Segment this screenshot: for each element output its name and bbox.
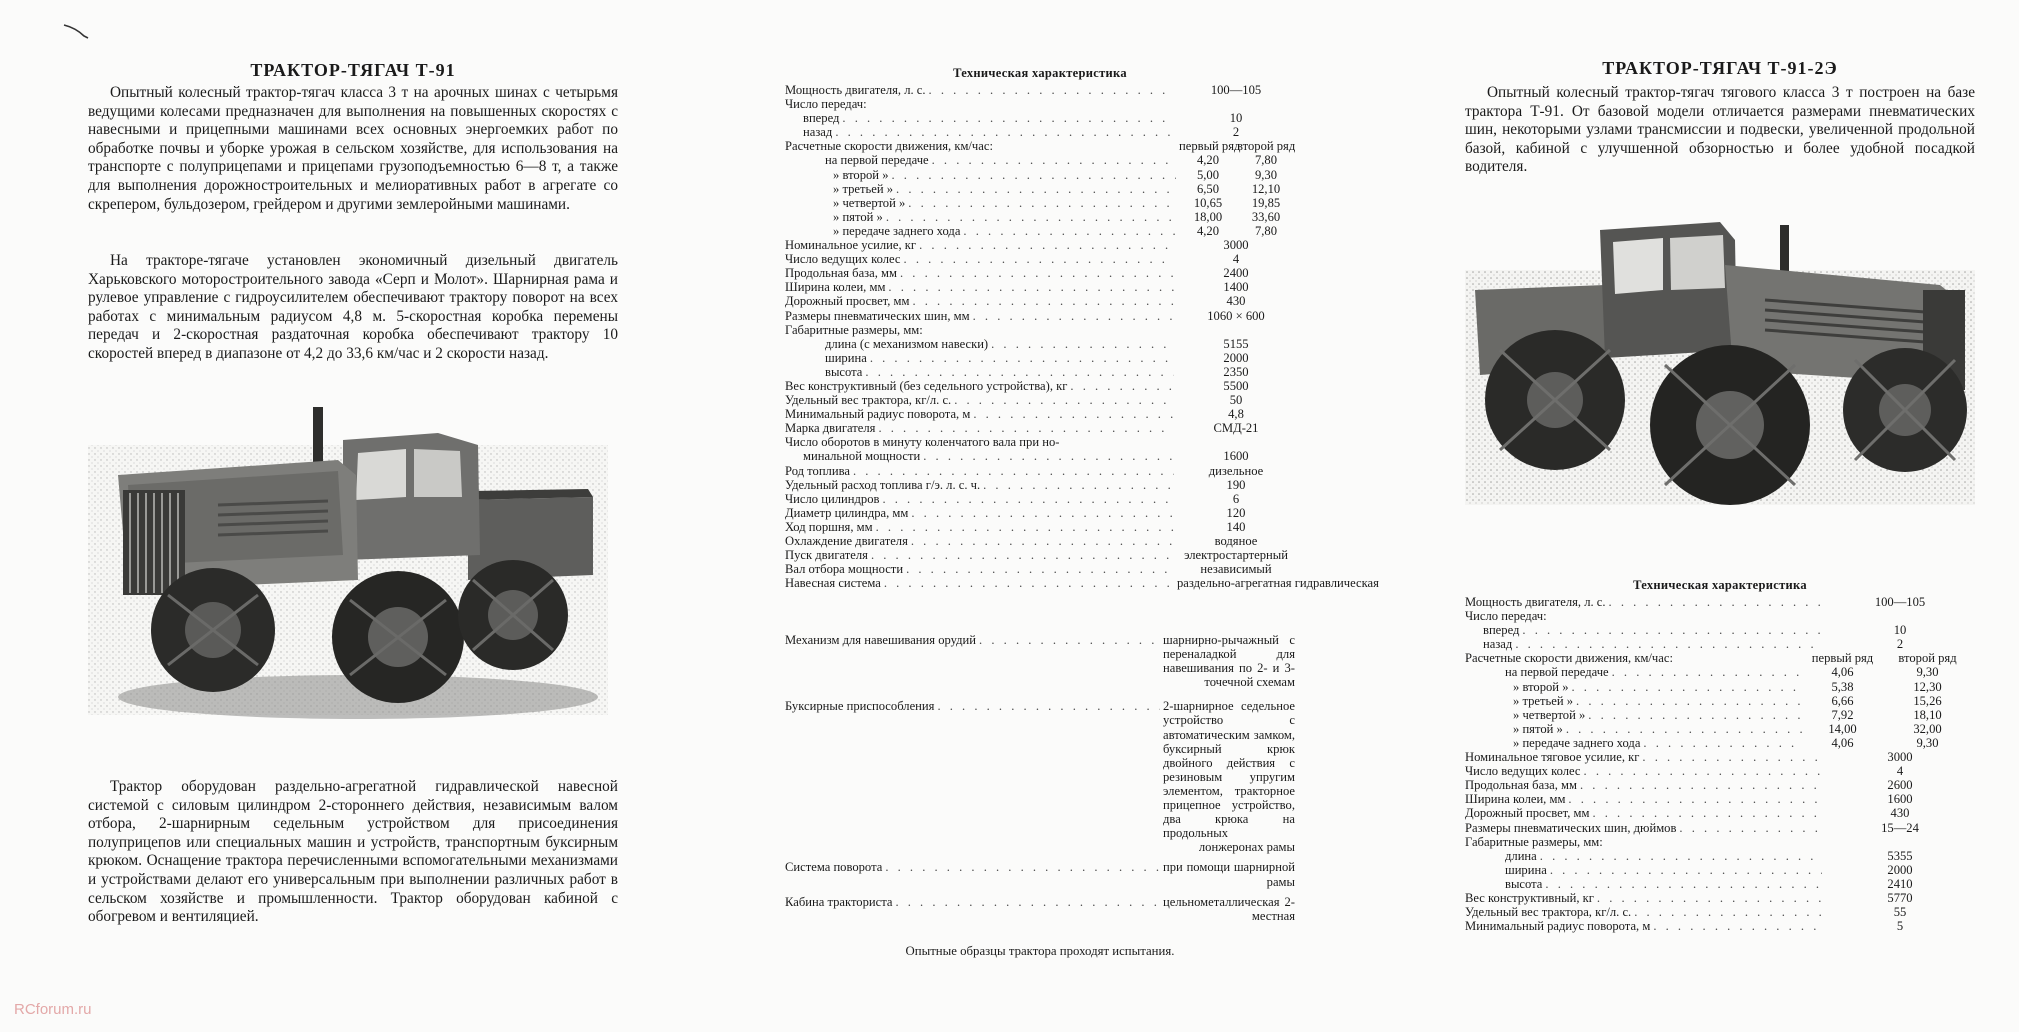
spec-label: вперед (803, 111, 840, 126)
leader-dots (870, 351, 1174, 365)
spec-label: Кабина тракториста (785, 894, 893, 909)
spec-label: Число передач: (1465, 609, 1547, 624)
spec-value: водяное (1214, 534, 1258, 548)
leader-dots (929, 83, 1174, 97)
tractor-t91-2e-photo (1465, 210, 1975, 510)
leader-dots (923, 449, 1174, 463)
speed-first-row-value: 7,92 (1831, 707, 1854, 722)
speed-second-row-value: 9,30 (1254, 167, 1278, 182)
leader-dots (895, 895, 1160, 923)
spec-label: высота (825, 364, 863, 379)
spec-value: 10 (1893, 623, 1907, 638)
leader-dots (892, 168, 1177, 182)
spec-table-t91-long (785, 633, 1295, 923)
spec-table-title: Техническая характеристика (953, 66, 1127, 80)
spec-table-t91-2e (1465, 595, 1975, 933)
spec-label: Минимальный радиус поворота, м (1465, 919, 1651, 934)
spec-label: Мощность двигателя, л. с. (1465, 595, 1606, 609)
spec-label: » второй » (833, 167, 889, 182)
spec-value: 1400 (1223, 280, 1249, 295)
spec-label: Число ведущих колес (1465, 764, 1581, 779)
spec-label: Диаметр цилиндра, мм (785, 505, 909, 520)
spec-label: » второй » (1513, 679, 1569, 694)
spec-label: Число оборотов в минуту коленчатого вала при но- (785, 435, 1060, 450)
spec-label: Система поворота (785, 860, 883, 875)
spec-label: Число ведущих колес (785, 252, 901, 267)
spec-label: Номинальное усилие, кг (785, 238, 917, 253)
leader-dots (876, 520, 1174, 534)
spec-value: 190 (1226, 477, 1246, 492)
spec-row (785, 351, 1295, 365)
spec-label: » передаче заднего хода (1513, 735, 1641, 750)
spec-row (785, 337, 1295, 351)
spec-value: 4 (1896, 764, 1904, 779)
leader-dots (983, 478, 1174, 492)
spec-row (1465, 694, 1975, 708)
leader-dots (886, 210, 1176, 224)
spec-label: минальной мощности (803, 449, 921, 464)
speed-second-row-value: 15,26 (1913, 693, 1942, 708)
spec-value: 2000 (1887, 862, 1913, 877)
spec-row (785, 449, 1295, 463)
spec-value: 430 (1226, 294, 1246, 309)
leader-dots (1545, 877, 1822, 891)
spec-label: Мощность двигателя, л. с. (785, 83, 926, 97)
spec-row (1465, 849, 1975, 863)
spec-value: 15—24 (1881, 820, 1919, 835)
leader-dots (865, 365, 1174, 379)
speed-first-row-value: 10,65 (1193, 195, 1223, 210)
spec-value: 2 (1232, 125, 1240, 140)
spec-label: Размеры пневматических шин, мм (785, 308, 970, 323)
spec-label: Число цилиндров (785, 491, 880, 506)
spec-label: Расчетные скорости движения, км/час: (785, 139, 993, 154)
spec-row (1465, 637, 1975, 651)
spec-row (785, 294, 1295, 308)
spec-value: электростартерный (1184, 548, 1288, 563)
spec-row (1465, 877, 1975, 891)
spec-value: 1600 (1223, 449, 1249, 464)
spec-row (785, 435, 1295, 449)
spec-row (1465, 595, 1975, 609)
speed-second-row-value: 9,30 (1916, 735, 1939, 750)
spec-value: 5355 (1887, 848, 1913, 863)
spec-row (1465, 722, 1975, 736)
spec-label: Число передач: (785, 97, 867, 112)
spec-value: шарнирно-рычажный с переналадкой для навешивания по 2- и 3-точечной схемам (1163, 633, 1295, 690)
spec-label: длина (1505, 848, 1537, 863)
spec-value: 10 (1229, 111, 1243, 126)
spec-row (785, 139, 1295, 153)
spec-value: 5155 (1223, 336, 1249, 351)
spec-label: » передаче заднего хода (833, 223, 961, 238)
intro-paragraph: Опытный колесный трактор-тягач класса 3 т на арочных шинах с четырьмя ведущими колесами предназначен для выполнения на повышенных скоростях с навесными и прицепными машинами всех основных энергоемких работ по обработке почвы и уборке урожая в сельском хозяйстве, для использования на транспорте с полуприцепами и прицепами грузоподъемностью 6—8 т, а также для выполнения дорожностроительных и мелиоративных работ в агрегате со скрепером, бульдозером, грейдером и другими землеройными машинами. (88, 84, 618, 213)
spec-label: Продольная база, мм (785, 266, 897, 281)
leader-dots (882, 492, 1174, 506)
spec-value: 5 (1896, 919, 1904, 934)
spec-label: » третьей » (833, 181, 894, 196)
spec-row (785, 168, 1295, 182)
leader-dots (896, 182, 1176, 196)
leader-dots (937, 699, 1160, 854)
leader-dots (1550, 863, 1822, 877)
leader-dots (991, 337, 1174, 351)
speed-second-row-value: 18,10 (1913, 707, 1942, 722)
spec-value: 1060 × 600 (1207, 308, 1265, 323)
spec-label: Вал отбора мощности (785, 562, 904, 577)
leader-dots (1588, 708, 1802, 722)
leader-dots (1642, 750, 1822, 764)
spec-row-long (785, 895, 1295, 923)
speed-first-row-value: 4,06 (1831, 735, 1854, 750)
leader-dots (853, 464, 1174, 478)
leader-dots (979, 633, 1160, 689)
spec-label: на первой передаче (1505, 665, 1609, 680)
spec-row (1465, 891, 1975, 905)
spec-row (785, 562, 1295, 576)
leader-dots (1515, 637, 1822, 651)
spec-label: » пятой » (1513, 721, 1563, 736)
spec-value: 3000 (1887, 750, 1913, 765)
spec-label: » четвертой » (1513, 707, 1586, 722)
spec-value: 2600 (1887, 778, 1913, 793)
spec-label: Дорожный просвет, мм (1465, 806, 1590, 821)
leader-dots (888, 280, 1174, 294)
spec-label: Удельный вес трактора, кг/л. с. (1465, 905, 1632, 920)
spec-row (785, 548, 1295, 562)
spec-label: Удельный расход топлива г/э. л. с. ч. (785, 477, 981, 492)
leader-dots (1070, 379, 1174, 393)
spec-label: назад (1483, 637, 1513, 652)
leader-dots (842, 111, 1174, 125)
spec-row (1465, 623, 1975, 637)
speed-second-row-value: 33,60 (1251, 209, 1281, 224)
spec-row (785, 309, 1295, 323)
leader-dots (912, 294, 1174, 308)
leader-dots (1522, 623, 1822, 637)
spec-row (785, 224, 1295, 238)
leader-dots (919, 238, 1174, 252)
spec-value: при помощи шарнирной рамы (1163, 860, 1295, 889)
spec-label: вперед (1483, 623, 1520, 638)
spec-table-t91 (785, 83, 1379, 591)
spec-row (785, 464, 1295, 478)
spec-value: цельнометаллическая 2-местная (1163, 894, 1295, 923)
leader-dots (1643, 736, 1802, 750)
spec-row (1465, 778, 1975, 792)
speed-col-second-header: второй ряд (1237, 139, 1296, 154)
spec-row (785, 111, 1295, 125)
speed-first-row-value: 4,20 (1196, 153, 1220, 168)
speed-second-row-value: 7,80 (1254, 223, 1278, 238)
spec-row (1465, 736, 1975, 750)
spec-value: раздельно-агрегатная гидравлическая (1177, 576, 1379, 591)
spec-label: назад (803, 125, 833, 140)
spec-label: Удельный вес трактора, кг/л. с. (785, 393, 952, 408)
leader-dots (973, 309, 1174, 323)
spec-label: длина (с механизмом навески) (825, 336, 989, 351)
spec-label: Продольная база, мм (1465, 778, 1577, 793)
spec-row (785, 379, 1295, 393)
speed-col-first-header: первый ряд (1811, 651, 1874, 666)
spec-label: Марка двигателя (785, 421, 876, 436)
leader-dots (1653, 919, 1822, 933)
leader-dots (884, 576, 1174, 590)
spec-row (1465, 919, 1975, 933)
leader-dots (1540, 849, 1822, 863)
spec-row (785, 252, 1295, 266)
engine-paragraph: На тракторе-тягаче установлен экономичный дизельный двигатель Харьковского моторостроительного завода «Серп и Молот». Шарнирная рама и рулевое управление с гидроусилителем обеспечивают трактору поворот на всех работах с минимальным радиусом 4,8 м. 5-скоростная коробка перемены передач и 2-скоростная раздаточная коробка обеспечивают трактору 10 скоростей вперед в диапазоне от 4,2 до 33,6 км/час и 2 скорости назад. (88, 252, 618, 362)
speed-first-row-value: 5,38 (1831, 679, 1854, 694)
spec-value: независимый (1200, 562, 1272, 577)
spec-row-long (785, 699, 1295, 854)
spec-value: 2400 (1223, 266, 1249, 281)
spec-value: 2-шарнирное седельное устройство с автоматическим замком, буксирный крюк двойного действия с резиновым упругим элементом, тракторное прицепное устройство, два крюка на продольных лонжеронах рамы (1163, 699, 1295, 855)
spec-value: 6 (1232, 491, 1240, 506)
spec-value: дизельное (1208, 463, 1264, 478)
leader-dots (908, 196, 1176, 210)
spec-label: Габаритные размеры, мм: (785, 322, 923, 337)
spec-row (785, 280, 1295, 294)
spec-label: Навесная система (785, 576, 881, 591)
spec-row (785, 323, 1295, 337)
speed-col-first-header: первый ряд (1179, 139, 1241, 154)
page-title-t91-2e: ТРАКТОР-ТЯГАЧ Т-91-2Э (1602, 58, 1838, 78)
corner-scribble (62, 22, 102, 42)
spec-row (785, 576, 1379, 591)
spec-label: Размеры пневматических шин, дюймов (1465, 820, 1677, 835)
spec-value: 2410 (1887, 876, 1913, 891)
leader-dots (1634, 905, 1822, 919)
spec-row (1465, 609, 1975, 623)
watermark-logo: RCforum.ru (14, 1001, 92, 1018)
spec-row (785, 478, 1295, 492)
spec-row (785, 238, 1295, 252)
spec-value: 3000 (1223, 238, 1249, 253)
spec-value: 430 (1890, 806, 1910, 821)
spec-label: » пятой » (833, 209, 883, 224)
spec-label: высота (1505, 876, 1543, 891)
spec-value: 120 (1226, 505, 1246, 520)
spec-row (1465, 651, 1975, 665)
leader-dots (954, 393, 1174, 407)
spec-value: 2000 (1223, 350, 1249, 365)
speed-first-row-value: 6,66 (1831, 693, 1854, 708)
speed-second-row-value: 7,80 (1254, 153, 1278, 168)
tractor-t91-photo (88, 405, 608, 725)
spec-label: Вес конструктивный, кг (1465, 890, 1594, 905)
spec-value: 100—105 (1210, 83, 1262, 97)
leader-dots (1609, 595, 1822, 609)
leader-dots (973, 407, 1174, 421)
testing-note: Опытные образцы трактора проходят испытания. (905, 944, 1175, 958)
speed-first-row-value: 4,06 (1831, 665, 1854, 680)
leader-dots (911, 534, 1174, 548)
speed-second-row-value: 9,30 (1916, 665, 1939, 680)
t91-2e-intro-paragraph: Опытный колесный трактор-тягач тягового класса 3 т построен на базе трактора Т-91. От базовой модели отличается размерами пневматических шин, некоторыми узлами трансмиссии и подвески, увеличенной продольной базой, кабиной с улучшенной обзорностью и более удобной посадкой водителя. (1465, 84, 1975, 176)
spec-row (785, 421, 1295, 435)
spec-row (785, 534, 1295, 548)
leader-dots (871, 548, 1174, 562)
spec-row (785, 210, 1295, 224)
spec-label: » третьей » (1513, 693, 1574, 708)
leader-dots (1580, 778, 1822, 792)
leader-dots (963, 224, 1176, 238)
speed-second-row-value: 19,85 (1251, 195, 1281, 210)
spec-row (1465, 835, 1975, 849)
spec-value: 140 (1226, 519, 1246, 534)
spec-value: 2 (1896, 637, 1904, 652)
spec-label: Ширина колеи, мм (1465, 792, 1566, 807)
spec-label: ширина (825, 350, 867, 365)
spec-row-long (785, 633, 1295, 689)
equipment-paragraph: Трактор оборудован раздельно-агрегатной гидравлической навесной системой с силовым цилиндром 2-стороннего действия, независимым валом отбора, 2-шарнирным седельным устройством для присоединения полуприцепов или специальных машин и устройств, транспортным буксирным крюком. Оснащение трактора перечисленными вспомогательными механизмами и устройствами делают его универсальным при выполнении различных работ в сельском хозяйстве и промышленности. Трактор оборудован кабиной с обогревом и вентиляцией. (88, 778, 618, 926)
spec-row (785, 506, 1295, 520)
spec-row (785, 182, 1295, 196)
speed-first-row-value: 6,50 (1196, 181, 1220, 196)
spec-label: Ширина колеи, мм (785, 280, 886, 295)
spec-label: Пуск двигателя (785, 548, 868, 563)
leader-dots (932, 153, 1176, 167)
spec-row (785, 365, 1295, 379)
speed-first-row-value: 18,00 (1193, 209, 1223, 224)
spec-row (1465, 863, 1975, 877)
leader-dots (1576, 694, 1802, 708)
spec-value: 1600 (1887, 792, 1913, 807)
spec-label: на первой передаче (825, 153, 929, 168)
spec-row (1465, 708, 1975, 722)
spec-row (785, 407, 1295, 421)
leader-dots (904, 252, 1174, 266)
spec-label: ширина (1505, 862, 1547, 877)
leader-dots (878, 421, 1174, 435)
spec-row (785, 153, 1295, 167)
spec-row (1465, 792, 1975, 806)
spec-label: Вес конструктивный (без седельного устройства), кг (785, 378, 1068, 393)
leader-dots (1566, 722, 1802, 736)
speed-first-row-value: 14,00 (1828, 721, 1857, 736)
speed-second-row-value: 32,00 (1913, 721, 1942, 736)
leader-dots (911, 506, 1174, 520)
speed-col-second-header: второй ряд (1898, 651, 1957, 666)
spec-row (785, 196, 1295, 210)
spec-value: 4,8 (1228, 407, 1244, 422)
spec-label: Род топлива (785, 463, 850, 478)
leader-dots (1597, 891, 1822, 905)
leader-dots (1612, 665, 1802, 679)
leader-dots (1592, 806, 1822, 820)
spec-label: Номинальное тяговое усилие, кг (1465, 750, 1640, 765)
speed-first-row-value: 4,20 (1196, 223, 1220, 238)
speed-second-row-value: 12,10 (1251, 181, 1281, 196)
leader-dots (900, 266, 1174, 280)
spec-row (785, 393, 1295, 407)
leader-dots (1679, 821, 1822, 835)
spec-row (785, 266, 1295, 280)
spec-value: 50 (1229, 393, 1243, 408)
spec-label: Габаритные размеры, мм: (1465, 834, 1603, 849)
spec-value: СМД-21 (1213, 421, 1259, 436)
leader-dots (906, 562, 1174, 576)
t91-2e-spec-title: Техническая характеристика (1633, 578, 1807, 592)
spec-row (785, 520, 1295, 534)
spec-row (785, 97, 1295, 111)
speed-second-row-value: 12,30 (1913, 679, 1942, 694)
spec-row (785, 492, 1295, 506)
speed-first-row-value: 5,00 (1196, 167, 1220, 182)
spec-row (785, 83, 1295, 97)
spec-row (1465, 680, 1975, 694)
spec-row (1465, 821, 1975, 835)
spec-label: Ход поршня, мм (785, 519, 873, 534)
leader-dots (1584, 764, 1822, 778)
spec-row (1465, 905, 1975, 919)
spec-label: Минимальный радиус поворота, м (785, 407, 971, 422)
spec-row (1465, 750, 1975, 764)
leader-dots (1572, 680, 1803, 694)
spec-label: Буксирные приспособления (785, 699, 935, 714)
spec-label: Охлаждение двигателя (785, 534, 908, 548)
spec-value: 5500 (1223, 378, 1249, 393)
spec-value: 100—105 (1874, 595, 1926, 609)
spec-value: 5770 (1887, 890, 1913, 905)
spec-row (1465, 764, 1975, 778)
leader-dots (885, 860, 1160, 888)
spec-value: 2350 (1223, 364, 1249, 379)
spec-row (1465, 665, 1975, 679)
page-title-t91: ТРАКТОР-ТЯГАЧ Т-91 (250, 60, 456, 80)
spec-label: Расчетные скорости движения, км/час: (1465, 651, 1673, 666)
spec-value: 55 (1893, 905, 1907, 920)
leader-dots (1568, 792, 1822, 806)
spec-row (1465, 806, 1975, 820)
spec-label: Дорожный просвет, мм (785, 294, 910, 309)
spec-row-long (785, 860, 1295, 888)
spec-row (785, 125, 1295, 139)
spec-label: » четвертой » (833, 195, 906, 210)
leader-dots (835, 125, 1174, 139)
spec-value: 4 (1232, 252, 1240, 267)
spec-label: Механизм для навешивания орудий (785, 633, 977, 647)
